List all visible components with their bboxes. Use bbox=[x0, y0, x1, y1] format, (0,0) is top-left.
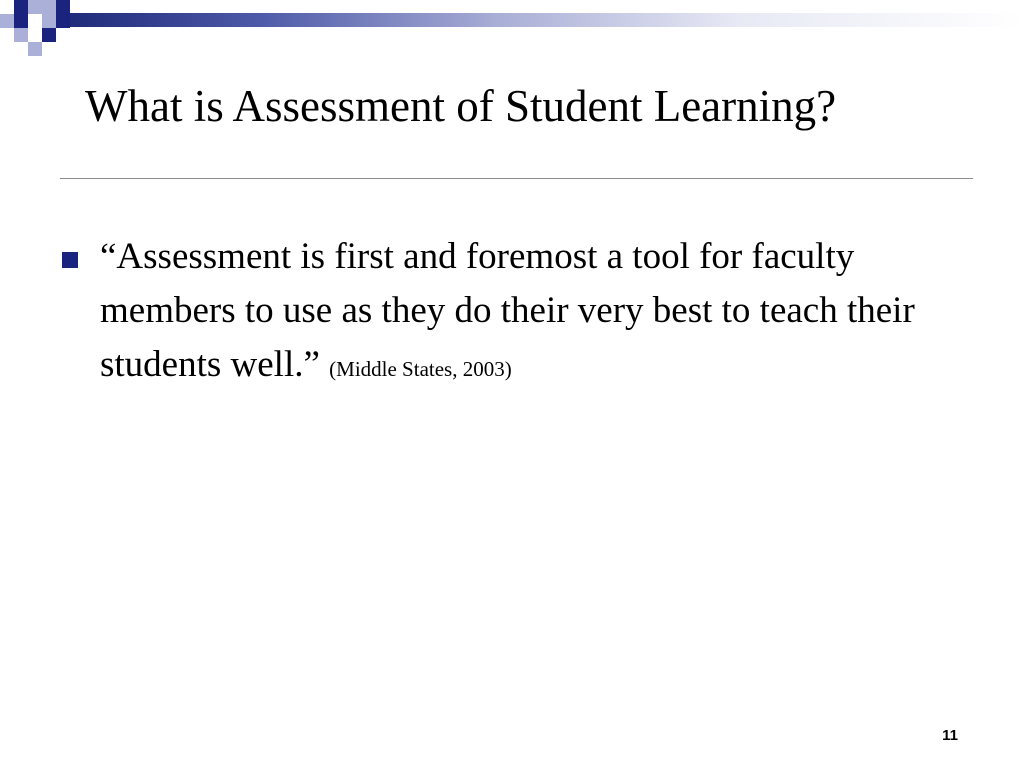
page-number: 11 bbox=[942, 727, 958, 744]
decor-square-icon bbox=[56, 0, 70, 14]
decor-square-icon bbox=[56, 14, 70, 28]
slide-title: What is Assessment of Student Learning? bbox=[85, 81, 837, 131]
decor-square-icon bbox=[14, 0, 28, 14]
decor-square-icon bbox=[0, 14, 14, 28]
decor-square-icon bbox=[28, 0, 42, 14]
decor-square-icon bbox=[14, 28, 28, 42]
header-gradient-bar bbox=[68, 13, 1024, 27]
decor-square-icon bbox=[14, 14, 28, 28]
decor-square-icon bbox=[42, 28, 56, 42]
citation: (Middle States, 2003) bbox=[329, 357, 512, 381]
decor-square-icon bbox=[28, 42, 42, 56]
title-divider bbox=[60, 178, 973, 179]
quote-text: “Assessment is first and foremost a tool for faculty members to use as they do their very best to teach their students well.” bbox=[100, 236, 915, 385]
bullet-text-block bbox=[100, 230, 942, 396]
decor-square-icon bbox=[42, 14, 56, 28]
decor-square-icon bbox=[42, 0, 56, 14]
square-bullet-icon bbox=[62, 252, 78, 268]
bullet-item bbox=[62, 230, 942, 396]
